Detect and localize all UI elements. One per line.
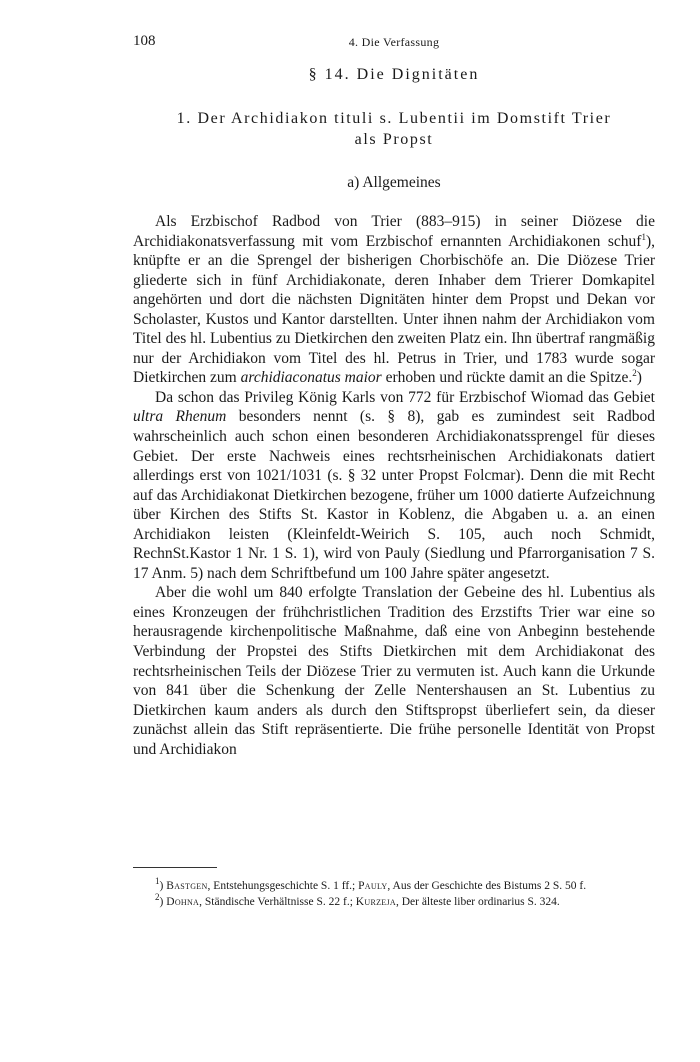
footnote-divider (133, 867, 217, 868)
paragraph-1 (133, 212, 655, 388)
footnote-author: Pauly (358, 880, 388, 892)
paragraph-1-text-4: ) (636, 369, 642, 387)
footnote-text: , Ständische Verhältnisse S. 22 f.; (199, 896, 356, 908)
footnote-mark: 1 (155, 876, 160, 887)
section-title: § 14. Die Dignitäten (308, 66, 480, 83)
footnote-author: Bastgen (166, 880, 208, 892)
paragraph-1-text-2: ), knüpfte er an die Sprengel der bisherigen Chorbischöfe an. Die Diözese Trier gliederte sich in fünf Archidiakonate, deren Inhaber dem Trierer Domkapitel angehörten und dort die nächsten Dignitäten hinter dem Propst und Dekan vor Scholaster, Kustos und Kantor darstellten. Unter ihnen nahm der Archidiakon vom Titel des hl. Lubentius zu Dietkirchen den zweiten Platz ein. Ihn übertraf rangmäßig nur der Archidiakon vom Titel des hl. Petrus in Trier, und 1783 wurde sogar Dietkirchen zum (133, 232, 655, 387)
footnote-2: $^2$) Dohna, Ständische Verhältnisse S. 22 f.; Kurzeja, Der älteste liber ordinarius S. 324. (155, 892, 560, 908)
paragraph-2 (133, 388, 655, 583)
paragraph-2-text-2: besonders nennt (s. § 8), gab es zumindest seit Radbod wahrscheinlich auch schon einen besonderen Archidiakonatssprengel für dieses Gebiet. Der erste Nachweis eines rechtsrheinischen Archidiakonats datiert allerdings erst von 1021/1031 (s. § 32 unter Propst Folcmar). Denn die mit Recht auf das Archidiakonat Dietkirchen bezogene, früher um 1000 datierte Aufzeichnung über Kirchen des Stifts St. Kastor in Koblenz, die Abgaben u. a. an einen Archidiakon leisten (Kleinfeldt-Weirich S. 105, auch noch Schmidt, RechnSt.Kastor 1 Nr. 1 S. 1), wird von Pauly (Siedlung und Pfarrorganisation 7 S. 17 Anm. 5) nach dem Schriftbefund um 100 Jahre später angesetzt. (133, 408, 655, 582)
subsection-title-line2: als Propst (354, 131, 434, 148)
italic-term: archidiaconatus maior (240, 369, 382, 387)
footnote-ref-1[interactable]: 1 (641, 231, 646, 242)
footnote-author: Dohna (166, 896, 200, 908)
footnote-mark: 2 (155, 892, 160, 903)
page-number: 108 (133, 33, 156, 49)
footnote-ref-2[interactable]: 2 (632, 368, 637, 379)
subsubsection-title: a) Allgemeines (347, 174, 441, 191)
footnote-author: Kurzeja (355, 896, 396, 908)
footnote-text: , Aus der Geschichte des Bistums 2 S. 50 f. (387, 880, 587, 892)
paragraph-2-text: Da schon das Privileg König Karls von 772 für Erzbischof Wiomad das Gebiet (155, 388, 655, 406)
paragraph-1-text: Als Erzbischof Radbod von Trier (883–915) in seiner Diözese die Archidiakonatsverfassung mit vom Erzbischof ernannten Archidiakonen schuf (133, 213, 655, 250)
italic-term: ultra Rhenum (133, 408, 227, 426)
subsection-title-line1: 1. Der Archidiakon tituli s. Lubentii im Domstift Trier (176, 110, 612, 127)
footnotes (133, 878, 655, 910)
footnote-1: $^1$) Bastgen, Entstehungsgeschichte S. 1 ff.; Pauly, Aus der Geschichte des Bistums 2 S. 50 f. (155, 876, 587, 892)
paragraph-1-text-3: erhoben und rückte damit an die Spitze. (381, 369, 633, 387)
body-text (133, 212, 655, 759)
footnote-text: , Entstehungsgeschichte S. 1 ff.; (207, 880, 359, 892)
footnote-text: , Der älteste liber ordinarius S. 324. (395, 896, 560, 908)
paragraph-3: Aber die wohl um 840 erfolgte Translation der Gebeine des hl. Lubentius als eines Kronzeugen der frühchristlichen Tradition des Erzstifts Trier war eine so herausragende kirchenpolitische Maßnahme, daß eine von Anbeginn bestehende Verbindung der Propstei des Stifts Dietkirchen mit dem Archidiakonat des rechtsrheinischen Teils der Diözese Trier zu vermuten ist. Auch kann die Urkunde von 841 über die Schenkung der Zelle Nentershausen an St. Lubentius zu Dietkirchen kaum anders als durch den Stiftspropst überliefert sein, da dieser zunächst allein das Stift repräsentierte. Die frühe personelle Identität von Propst und Archidiakon (133, 584, 655, 758)
running-head: 4. Die Verfassung (348, 35, 440, 49)
subsection-title (133, 108, 655, 150)
page-header (133, 33, 655, 53)
